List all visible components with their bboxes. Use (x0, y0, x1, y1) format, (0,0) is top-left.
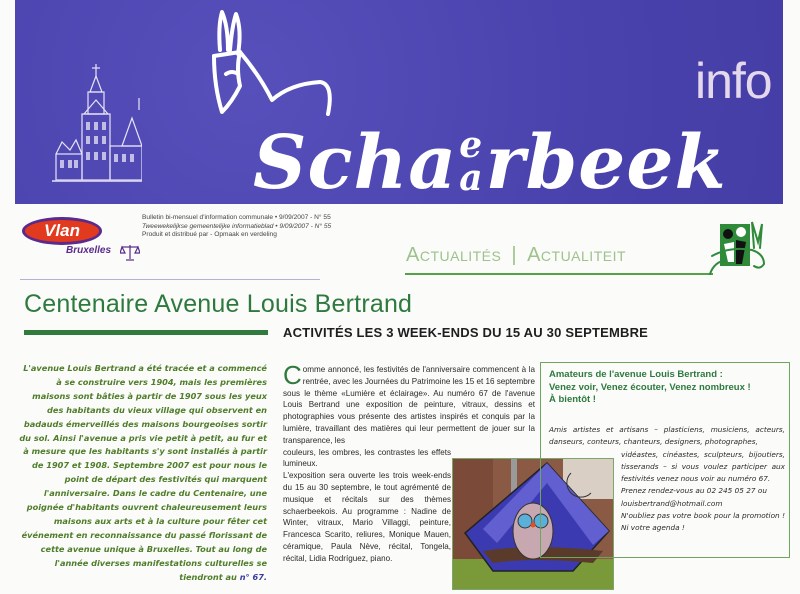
bulletin-line-distrib: Produit et distribué par - Opmaak en verdeling (142, 231, 277, 238)
callout-box (540, 362, 790, 558)
intro-ref: n° 67. (239, 571, 267, 582)
town-hall-icon (50, 62, 142, 186)
bulletin-line-nl: Tweewekelijkse gemeentelijke informatieblad • 9/09/2007 - N° 55 (142, 222, 332, 230)
dropcap: C (283, 360, 302, 390)
paragraph-1 (283, 360, 535, 470)
vlan-sub: Bruxelles (66, 245, 112, 256)
paragraph-1-main: omme annoncé, les festivités de l'anniversaire commencent à la rentrée, avec les Journées du Patrimoine les 15 et 16 septembre sous le thème «Lumière et éclairage». Au numéro 67 de l'avenue Louis Bertrand une exposition de peinture, vitraux, dessins et photographies vous présente des artistes inspirés et conquis par la lumière, travaillant des matières qui leur permettent de jouer sur la transparence, les (283, 365, 535, 445)
paragraph-2: L'exposition sera ouverte les trois week-ends du 15 au 30 septembre, le tout agrémenté de musique et récitals sur des thèmes schaerbeekois. Au programme : Nadine de Winter, vitraux, Mario Villaggi, peinture, Francesca Scarito, reliures, Monique Mauen, céramique, Paula Nève, récital, Tongela, récital, Lidia Rodríguez, piano. (283, 471, 451, 563)
masthead-banner (15, 0, 783, 204)
callout-email-link[interactable]: louisbertrand@hotmail.com (621, 498, 723, 508)
bulletin-info (142, 214, 331, 240)
article-subhead: ACTIVITÉS LES 3 WEEK-ENDS DU 15 AU 30 SEPTEMBRE (283, 325, 649, 340)
intro-text: L'avenue Louis Bertrand a été tracée et a commencé à se construire vers 1904, mais les premières maisons sont bâties à partir de 1907 sous les yeux des habitants du vieux village qui observent en badauds émerveillés des maisons bourgeoises sortir du sol. Ainsi l'avenue a pris vie petit à petit, au fur et à mesure que les habitants s'y sont installés à partir de 1907 et 1908. Septembre 2007 est pour nous le point de départ des festivités qui marquent l'anniversaire. Dans le cadre du Centenaire, une poignée d'habitants ouvrent chaleureusement leurs maisons aux arts et à la culture pour fêter cet événement en reconnaissance du passé florissant de cette avenue unique à Bruxelles. Tout au long de l'année diverses manifestations culturelles se tiendront au (19, 363, 267, 582)
vlan-name: Vlan (44, 221, 80, 240)
section-label-nl: Actualiteit (527, 244, 627, 266)
title-ea-stack (459, 124, 484, 199)
callout-body-top: Amis artistes et artisans – plasticiens, musiciens, acteurs, danseurs, conteurs, chanteurs, designers, photographes, (549, 425, 785, 447)
section-separator: | (511, 244, 518, 266)
title-left: Scha (253, 120, 458, 206)
article-intro (18, 362, 267, 585)
section-label (406, 244, 626, 267)
callout-title-line-1: Amateurs de l'avenue Louis Bertrand : (549, 369, 723, 380)
scale-of-justice-icon (120, 242, 140, 262)
section-donkey-people-icon (706, 218, 770, 280)
paragraph-1-tail: couleurs, les ombres, les contrastes les effets lumineux. (283, 447, 451, 469)
masthead-title (253, 100, 727, 206)
title-stack-bottom: a (459, 156, 484, 199)
article-headline: Centenaire Avenue Louis Bertrand (24, 290, 413, 318)
callout-body (549, 424, 785, 535)
info-label: info (695, 53, 772, 109)
section-rule (405, 273, 713, 275)
vlan-oval (22, 217, 102, 245)
section-label-fr: Actualités (406, 244, 502, 266)
callout-closing: N'oubliez pas votre book pour la promotion ! Ni votre agenda ! (621, 511, 785, 533)
title-stack-top: e (459, 124, 484, 167)
callout-phone: Prenez rendez-vous au 02 245 05 27 ou (621, 486, 767, 496)
title-right: rbeek (485, 120, 727, 206)
headline-bar (24, 330, 268, 335)
callout-body-wrap: vidéastes, cinéastes, sculpteurs, bijoutiers, tisserands – si vous voulez participer aux festivités venez nous voir au numéro 67. (621, 449, 785, 484)
callout-title-line-3: À bientôt ! (549, 394, 596, 405)
bulletin-line-fr: Bulletin bi-mensuel d'information communale • 9/09/2007 - N° 55 (142, 214, 331, 221)
divider (20, 279, 320, 280)
callout-title-line-2: Venez voir, Venez écouter, Venez nombreux ! (549, 381, 751, 393)
callout-title (549, 369, 789, 407)
vlan-logo (20, 214, 136, 262)
